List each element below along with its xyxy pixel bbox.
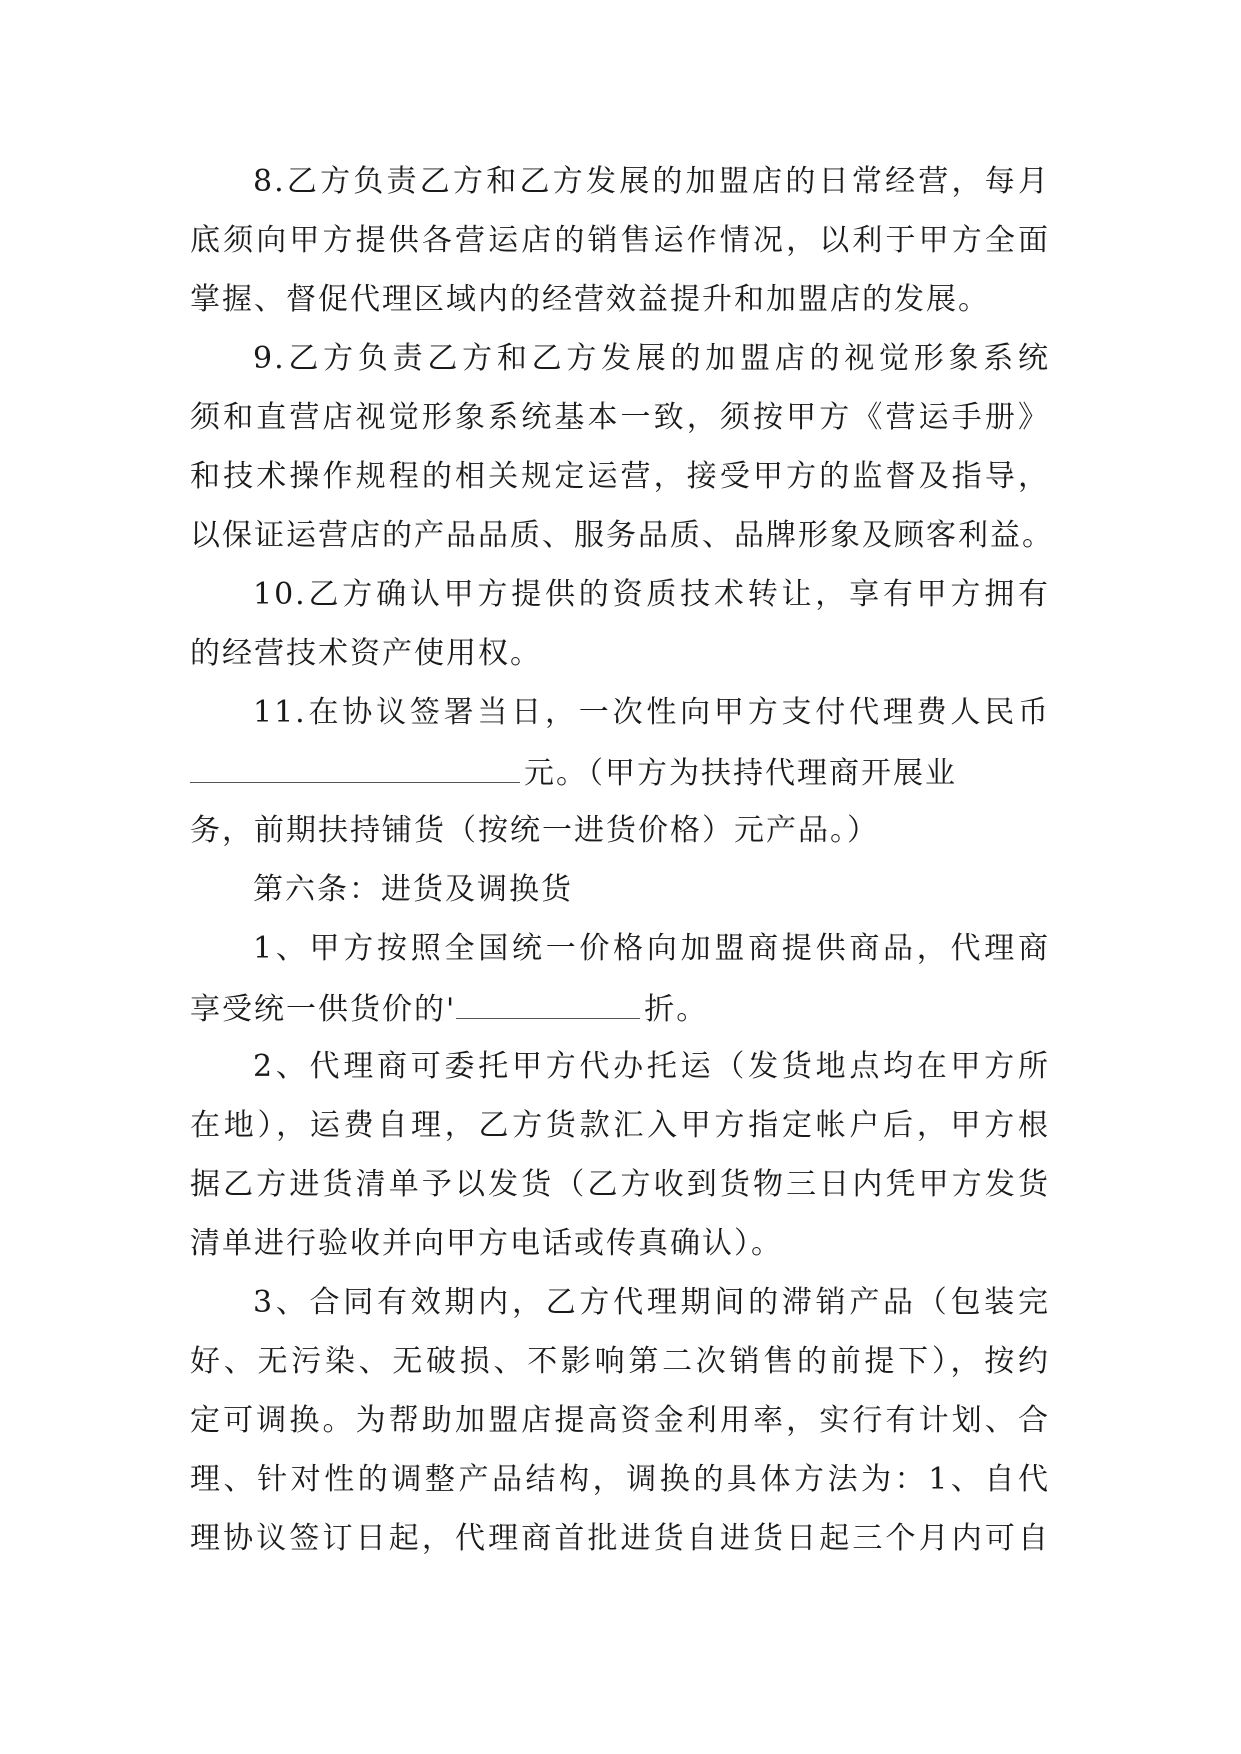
paragraph-line: 底须向甲方提供各营运店的销售运作情况，以利于甲方全面 [190, 223, 1050, 258]
fill-in-blank [456, 978, 640, 1019]
paragraph-line [190, 978, 1050, 1037]
paragraph-text: 折。 [644, 992, 709, 1027]
paragraph-line: 2、代理商可委托甲方代办托运（发货地点均在甲方所 [253, 1049, 1050, 1084]
paragraph-line: 好、无污染、无破损、不影响第二次销售的前提下），按约 [190, 1344, 1050, 1379]
paragraph-text: 享受统一供货价的' [190, 992, 457, 1027]
paragraph-line: 务，前期扶持铺货（按统一进货价格）元产品。） [190, 813, 879, 848]
paragraph-line: 的经营技术资产使用权。 [190, 636, 542, 671]
paragraph-line: 据乙方进货清单予以发货（乙方收到货物三日内凭甲方发货 [190, 1167, 1050, 1202]
paragraph-line: 11.在协议签署当日，一次性向甲方支付代理费人民币 [253, 695, 1050, 730]
paragraph-line: 定可调换。为帮助加盟店提高资金利用率，实行有计划、合 [190, 1403, 1050, 1438]
paragraph-text: 元。（甲方为扶持代理商开展业 [524, 756, 957, 791]
paragraph-line: 掌握、督促代理区域内的经营效益提升和加盟店的发展。 [190, 282, 990, 317]
section-heading: 第六条：进货及调换货 [253, 872, 573, 907]
paragraph-line: 9.乙方负责乙方和乙方发展的加盟店的视觉形象系统 [253, 341, 1050, 376]
paragraph-line: 须和直营店视觉形象系统基本一致，须按甲方《营运手册》 [190, 400, 1050, 435]
paragraph-line: 8.乙方负责乙方和乙方发展的加盟店的日常经营，每月 [253, 164, 1050, 199]
paragraph-line: 清单进行验收并向甲方电话或传真确认）。 [190, 1226, 783, 1261]
paragraph-line: 在地），运费自理，乙方货款汇入甲方指定帐户后，甲方根 [190, 1108, 1050, 1143]
fill-in-blank [190, 742, 520, 783]
paragraph-line: 理协议签订日起，代理商首批进货自进货日起三个月内可自 [190, 1521, 1050, 1556]
paragraph-line: 3、合同有效期内，乙方代理期间的滞销产品（包装完 [253, 1285, 1050, 1320]
document-body [190, 152, 1054, 1568]
paragraph-line: 1、甲方按照全国统一价格向加盟商提供商品，代理商 [253, 931, 1050, 966]
paragraph-line [190, 742, 1050, 801]
paragraph-line: 以保证运营店的产品品质、服务品质、品牌形象及顾客利益。 [190, 518, 1054, 553]
paragraph-line: 理、针对性的调整产品结构，调换的具体方法为：1、自代 [190, 1462, 1050, 1497]
paragraph-line: 10.乙方确认甲方提供的资质技术转让，享有甲方拥有 [253, 577, 1050, 612]
paragraph-line: 和技术操作规程的相关规定运营，接受甲方的监督及指导， [190, 459, 1050, 494]
